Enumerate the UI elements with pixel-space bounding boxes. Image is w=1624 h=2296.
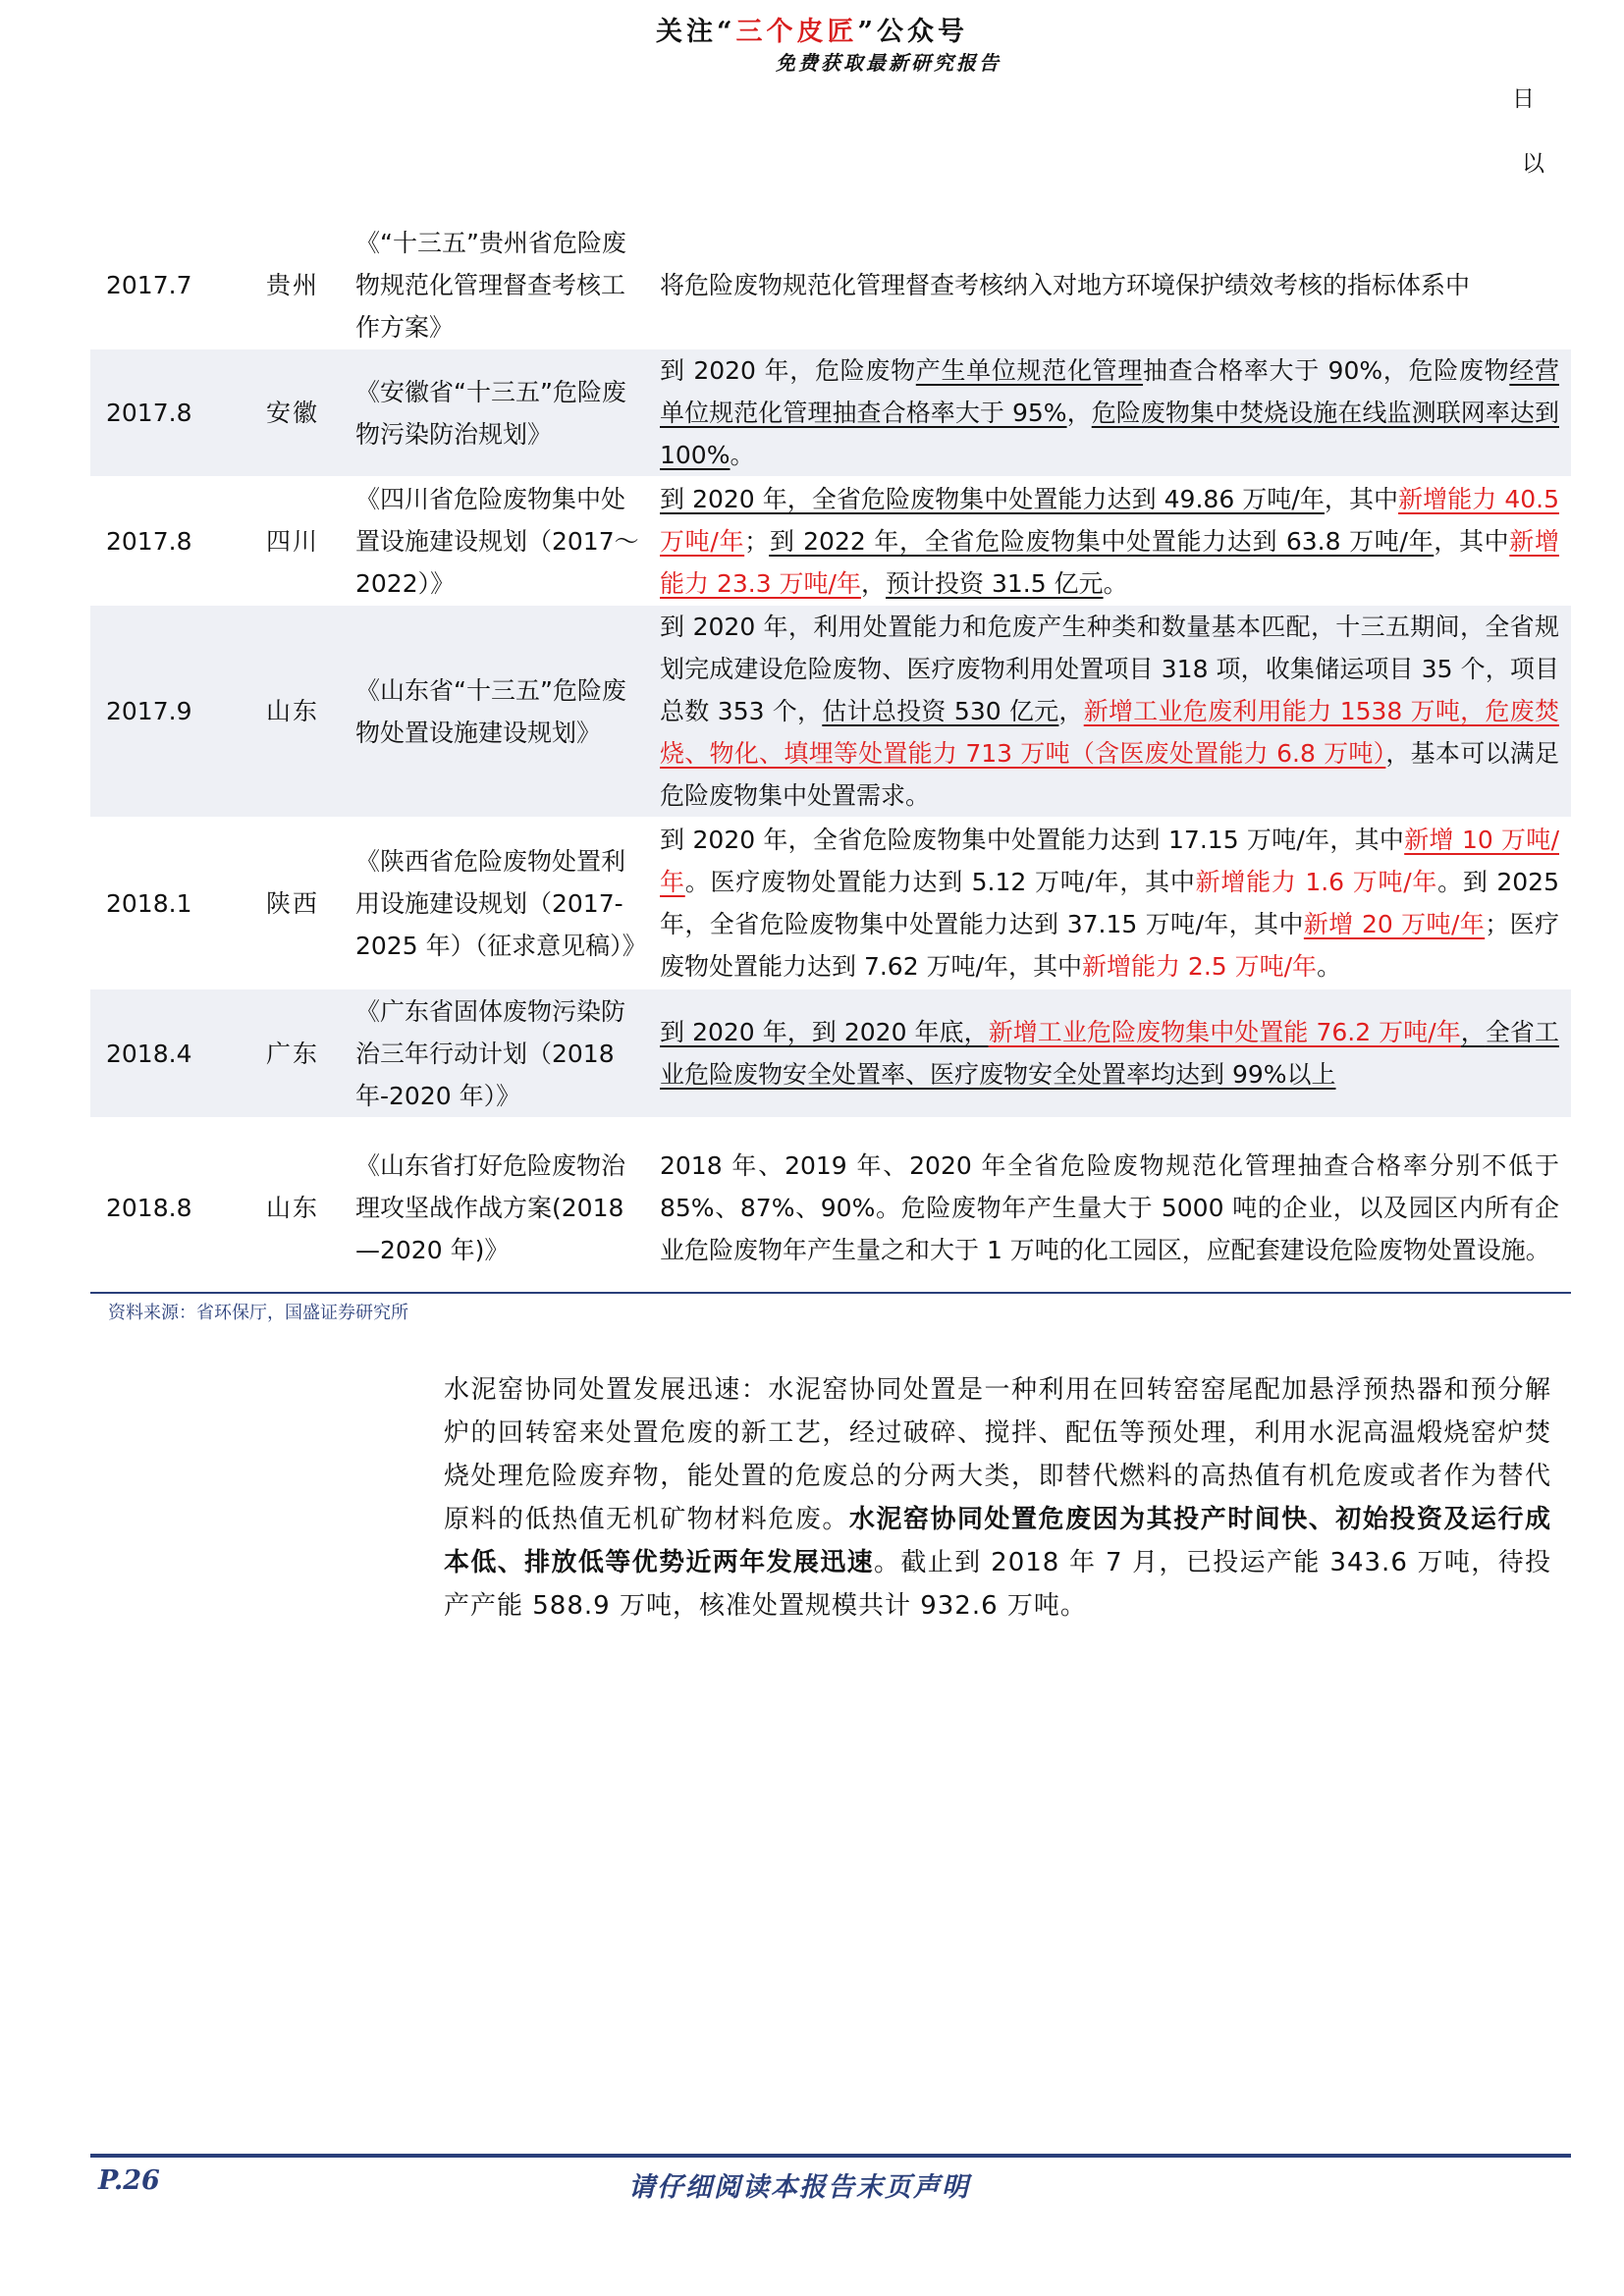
row-policy: 《广东省固体废物污染防治三年行动计划（2018 年-2020 年）》 [342, 989, 650, 1117]
content-segment: 新增 10 万吨/年 [660, 826, 1559, 896]
row-policy: 《山东省“十三五”危险废物处置设施建设规划》 [342, 606, 650, 817]
row-date: 2017.7 [106, 270, 192, 299]
row-date: 2018.1 [106, 888, 192, 918]
content-segment: 将危险废物规范化管理督查考核纳入对地方环境保护绩效考核的指标体系中 [660, 270, 1471, 299]
header-subtitle: 免费获取最新研究报告 [776, 51, 1001, 75]
content-segment: 到 2020 年，全省危险废物集中处置能力达到 49.86 万吨/年 [660, 484, 1325, 513]
content-segment: 新增 20 万吨/年 [1303, 910, 1486, 938]
content-segment: 到 2020 年，危险废物 [660, 356, 916, 385]
content-segment: 新增工业危废利用能力 1538 万吨，危废焚烧、物化、填埋等处置能力 713 万吨（含医废处置能力 6.8 万吨） [660, 697, 1559, 768]
content-segment: 。 [1317, 952, 1342, 981]
content-segment: 。医疗废物处置能力达到 5.12 万吨/年，其中 [684, 868, 1196, 896]
content-segment: ，其中 [1434, 526, 1510, 556]
content-segment: 。到 2025 年，全省危险废物集中处置能力达到 37.15 万吨/年，其中 [660, 868, 1559, 938]
row-date: 2018.4 [90, 989, 244, 1117]
table-row [90, 220, 1571, 349]
content-segment: 全省工业危险废物安全处置率、医疗废物安全处置率均达到 99%以上 [660, 1018, 1559, 1089]
content-segment: ， [860, 568, 886, 598]
content-segment: ，基本可以满足危险废物集中处置需求。 [660, 739, 1559, 810]
row-date: 2017.8 [90, 349, 244, 476]
content-segment: 到 2020 年，利用处置能力和危废产生种类和数量基本匹配，十三五期间，全省规划完成建设危险废物、医疗废物利用处置项目 318 项，收集储运项目 35 个，项目总数 353 个， [660, 613, 1559, 725]
content-segment: 到 2020 年，到 2020 年底， [660, 1018, 989, 1046]
content-segment: 新增能力 2.5 万吨/年 [1081, 952, 1318, 981]
table-row [90, 476, 1571, 606]
content-segment: 新增工业危险废物集中处置能 76.2 万吨/年 [988, 1018, 1461, 1046]
content-segment: ， [1460, 1018, 1486, 1046]
row-policy: 《陕西省危险废物处置利用设施建设规划（2017-2025 年）（征求意见稿）》 [355, 846, 647, 960]
row-province: 四川 [265, 526, 319, 556]
row-province: 山东 [265, 1193, 319, 1222]
table-row [90, 349, 1571, 476]
row-date: 2018.8 [106, 1193, 192, 1222]
content-segment: 到 2020 年，全省危险废物集中处置能力达到 17.15 万吨/年，其中 [660, 826, 1405, 854]
row-content [650, 220, 1571, 349]
row-province: 广东 [244, 989, 342, 1117]
row-policy: 《四川省危险废物集中处置设施建设规划（2017～2022）》 [355, 484, 639, 598]
content-segment: 。 [1103, 568, 1128, 598]
bold-highlight: 水泥窑协同处置危废因为其投产时间快、初始投资及运行成本低、排放低等优势近两年发展迅速 [444, 1505, 1551, 1577]
row-content [650, 476, 1571, 606]
table-row [90, 817, 1571, 989]
content-segment: 经营单位规范化管理抽查合格率大于 95% [660, 356, 1559, 427]
footer-disclaimer: 请仔细阅读本报告末页声明 [628, 2172, 970, 2203]
content-segment: 2018 年、2019 年、2020 年全省危险废物规范化管理抽查合格率分别不低于 85%、87%、90%。危险废物年产生量大于 5000 吨的企业，以及园区内所有企业危险废物年产生量之和大于 1 万吨的化工园区，应配套建设危险废物处置设施。 [660, 1150, 1559, 1264]
policy-table [90, 220, 1571, 1298]
content-segment: ， [1058, 697, 1084, 725]
content-segment: 新增能力 40.5 万吨/年 [660, 484, 1559, 556]
row-policy: 《“十三五”贵州省危险废物规范化管理督查考核工作方案》 [355, 228, 626, 342]
content-segment: 。 [730, 441, 755, 469]
content-segment: ， [1066, 399, 1092, 427]
text-fragment: 日 [1512, 86, 1535, 112]
content-segment: 抽查合格率大于 90%，危险废物 [1143, 356, 1510, 385]
page-number: P.26 [98, 2165, 160, 2196]
row-content [650, 606, 1571, 817]
row-province: 陕西 [265, 888, 319, 918]
content-segment: ；医疗废物处置能力达到 7.62 万吨/年，其中 [660, 910, 1559, 981]
table-bottom-rule [90, 1292, 1571, 1294]
content-segment: ，其中 [1324, 484, 1399, 513]
footer-rule [90, 2154, 1571, 2158]
header-title: 关注“三个皮匠”公众号 [655, 17, 969, 47]
content-segment: 新增能力 23.3 万吨/年 [660, 526, 1559, 598]
row-content [650, 1117, 1571, 1298]
row-province: 山东 [244, 606, 342, 817]
body-paragraph: 水泥窑协同处置发展迅速：水泥窑协同处置是一种利用在回转窑窑尾配加悬浮预热器和预分解炉的回转窑来处置危废的新工艺，经过破碎、搅拌、配伍等预处理，利用水泥高温煅烧窑炉焚烧处理危险废弃物，能处置的危废总的分两大类，即替代燃料的高热值有机危废或者作为替代原料的低热值无机矿物材料危废。水泥窑协同处置危废因为其投产时间快、初始投资及运行成本低、排放低等优势近两年发展迅速。截止到 2018 年 7 月，已投运产能 343.6 万吨，待投产产能 588.9 万吨，核准处置规模共计 932.6 万吨。 [444, 1375, 1551, 1621]
header-title-highlight: 三个皮匠 [735, 17, 858, 47]
table-row [90, 989, 1571, 1117]
content-segment: 产生单位规范化管理 [915, 356, 1144, 385]
row-content [650, 989, 1571, 1117]
row-date: 2017.9 [90, 606, 244, 817]
row-province: 安徽 [244, 349, 342, 476]
row-province: 贵州 [265, 270, 319, 299]
text-fragment: 以 [1522, 151, 1544, 177]
content-segment: 新增能力 1.6 万吨/年 [1195, 868, 1438, 896]
table-row [90, 1117, 1571, 1298]
content-segment: 估计总投资 530 亿元 [822, 697, 1059, 725]
row-policy: 《安徽省“十三五”危险废物污染防治规划》 [342, 349, 650, 476]
table-row [90, 606, 1571, 817]
content-segment: ； [744, 526, 770, 556]
content-segment: 到 2022 年，全省危险废物集中处置能力达到 63.8 万吨/年 [769, 526, 1435, 556]
row-policy: 《山东省打好危险废物治理攻坚战作战方案(2018—2020 年)》 [355, 1150, 626, 1264]
source-note: 资料来源：省环保厅，国盛证券研究所 [108, 1303, 408, 1323]
row-content [650, 817, 1571, 989]
content-segment: 预计投资 31.5 亿元 [886, 568, 1104, 598]
row-content [650, 349, 1571, 476]
content-segment: 危险废物集中焚烧设施在线监测联网率达到 100% [660, 399, 1559, 469]
row-date: 2017.8 [106, 526, 192, 556]
